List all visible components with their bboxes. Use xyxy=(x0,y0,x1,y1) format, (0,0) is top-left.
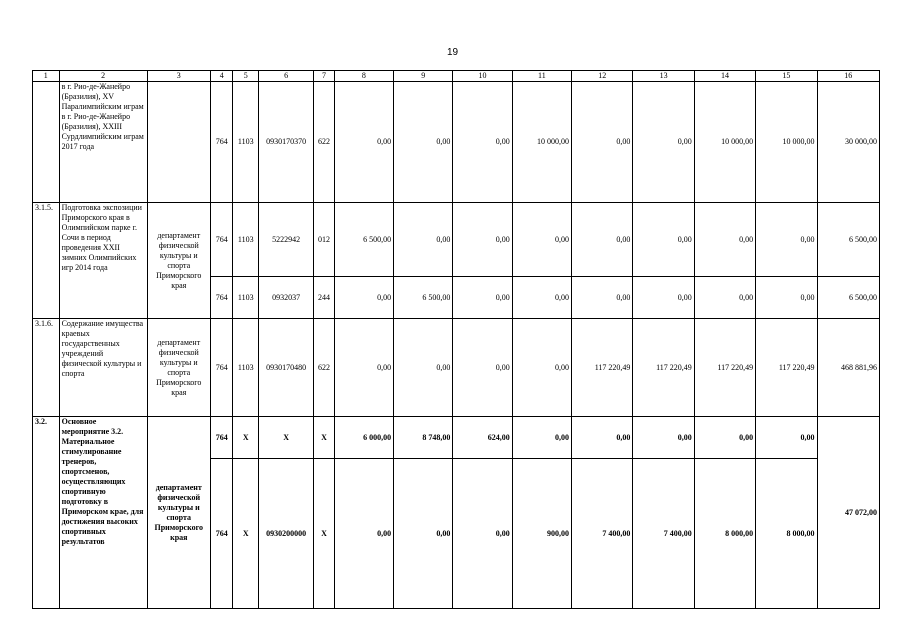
cell-value: 0,00 xyxy=(694,417,755,459)
cell-value: 0,00 xyxy=(334,277,393,319)
cell-value: 0,00 xyxy=(572,277,633,319)
cell-value: 0,00 xyxy=(633,82,694,203)
cell-section: 1103 xyxy=(233,319,259,417)
cell-type: 622 xyxy=(314,82,334,203)
event-name: Подготовка экспозиции Приморского края в Олимпийском парке г. Сочи в период проведения XXII зимних Олимпийских игр 2014 года xyxy=(59,203,147,319)
column-header: 1 xyxy=(33,71,60,82)
cell-value: 0,00 xyxy=(512,319,571,417)
executor: департамент физической культуры и спорта Приморского края xyxy=(147,417,210,609)
column-header: 10 xyxy=(453,71,512,82)
event-name: Содержание имущества краевых государственных учреждений физической культуры и спорта xyxy=(59,319,147,417)
cell-value: 10 000,00 xyxy=(694,82,755,203)
event-name: в г. Рио-де-Жанейро (Бразилия), XV Паралимпийским играм в г. Рио-де-Жанейро (Бразилия), XXIII Сурдлимпийским играм 2017 года xyxy=(59,82,147,203)
cell-value: 0,00 xyxy=(694,277,755,319)
header-row xyxy=(33,71,880,82)
cell-value: 0,00 xyxy=(756,203,817,277)
column-header: 14 xyxy=(694,71,755,82)
cell-section: 1103 xyxy=(233,277,259,319)
table-row xyxy=(33,417,880,459)
cell-value: 0,00 xyxy=(453,459,512,609)
cell-target: 0932037 xyxy=(259,277,314,319)
cell-value: 0,00 xyxy=(453,82,512,203)
cell-value: 0,00 xyxy=(334,82,393,203)
cell-grbs: 764 xyxy=(210,82,233,203)
cell-value: 8 000,00 xyxy=(694,459,755,609)
budget-table xyxy=(32,70,880,609)
event-name: Основное мероприятие 3.2. Материальное стимулирование тренеров, спортсменов, осуществляющих спортивную подготовку в Приморском крае, для достижения высоких спортивных результатов xyxy=(59,417,147,609)
cell-target: 0930200000 xyxy=(259,459,314,609)
column-header: 9 xyxy=(394,71,453,82)
cell-value: 0,00 xyxy=(572,203,633,277)
cell-value: 0,00 xyxy=(633,277,694,319)
cell-value: 0,00 xyxy=(334,319,393,417)
column-header: 5 xyxy=(233,71,259,82)
cell-section: 1103 xyxy=(233,203,259,277)
cell-value: 6 500,00 xyxy=(817,203,879,277)
column-header: 6 xyxy=(259,71,314,82)
cell-value: 468 881,96 xyxy=(817,319,879,417)
row-index: 3.1.5. xyxy=(33,203,60,319)
cell-value: 0,00 xyxy=(394,459,453,609)
cell-value: 6 000,00 xyxy=(334,417,393,459)
row-index: 3.2. xyxy=(33,417,60,609)
cell-value: 117 220,49 xyxy=(633,319,694,417)
cell-value: 8 748,00 xyxy=(394,417,453,459)
cell-grbs: 764 xyxy=(210,277,233,319)
cell-value: 900,00 xyxy=(512,459,571,609)
executor: департамент физической культуры и спорта Приморского края xyxy=(147,203,210,319)
cell-value: 0,00 xyxy=(394,319,453,417)
column-header: 2 xyxy=(59,71,147,82)
cell-target: 0930170480 xyxy=(259,319,314,417)
cell-type: X xyxy=(314,459,334,609)
page-number: 19 xyxy=(446,47,459,58)
cell-value: 10 000,00 xyxy=(756,82,817,203)
cell-total: 47 072,00 xyxy=(817,417,879,609)
cell-value: 0,00 xyxy=(453,319,512,417)
cell-value: 0,00 xyxy=(453,277,512,319)
cell-type: 622 xyxy=(314,319,334,417)
column-header: 7 xyxy=(314,71,334,82)
cell-grbs: 764 xyxy=(210,417,233,459)
cell-value: 0,00 xyxy=(512,203,571,277)
cell-value: 30 000,00 xyxy=(817,82,879,203)
cell-section: X xyxy=(233,459,259,609)
cell-value: 0,00 xyxy=(394,203,453,277)
row-index xyxy=(33,82,60,203)
cell-value: 0,00 xyxy=(512,417,571,459)
cell-section: 1103 xyxy=(233,82,259,203)
executor: департамент физической культуры и спорта Приморского края xyxy=(147,319,210,417)
cell-target: 0930170370 xyxy=(259,82,314,203)
cell-value: 6 500,00 xyxy=(394,277,453,319)
cell-value: 0,00 xyxy=(756,417,817,459)
cell-value: 7 400,00 xyxy=(633,459,694,609)
column-header: 3 xyxy=(147,71,210,82)
cell-grbs: 764 xyxy=(210,319,233,417)
cell-grbs: 764 xyxy=(210,203,233,277)
cell-value: 0,00 xyxy=(694,203,755,277)
executor xyxy=(147,82,210,203)
row-index: 3.1.6. xyxy=(33,319,60,417)
column-header: 8 xyxy=(334,71,393,82)
cell-section: X xyxy=(233,417,259,459)
table-row xyxy=(33,319,880,417)
cell-value: 0,00 xyxy=(572,417,633,459)
cell-grbs: 764 xyxy=(210,459,233,609)
column-header: 11 xyxy=(512,71,571,82)
column-header: 15 xyxy=(756,71,817,82)
cell-type: X xyxy=(314,417,334,459)
cell-value: 0,00 xyxy=(394,82,453,203)
cell-value: 0,00 xyxy=(453,203,512,277)
cell-value: 6 500,00 xyxy=(334,203,393,277)
cell-value: 117 220,49 xyxy=(694,319,755,417)
column-header: 16 xyxy=(817,71,879,82)
column-header: 13 xyxy=(633,71,694,82)
cell-value: 8 000,00 xyxy=(756,459,817,609)
cell-value: 10 000,00 xyxy=(512,82,571,203)
cell-value: 0,00 xyxy=(334,459,393,609)
cell-type: 244 xyxy=(314,277,334,319)
cell-target: 5222942 xyxy=(259,203,314,277)
cell-type: 012 xyxy=(314,203,334,277)
cell-value: 0,00 xyxy=(633,203,694,277)
table-row xyxy=(33,82,880,203)
column-header: 12 xyxy=(572,71,633,82)
table-row xyxy=(33,203,880,277)
cell-value: 6 500,00 xyxy=(817,277,879,319)
column-header: 4 xyxy=(210,71,233,82)
cell-value: 117 220,49 xyxy=(756,319,817,417)
cell-value: 117 220,49 xyxy=(572,319,633,417)
cell-value: 624,00 xyxy=(453,417,512,459)
cell-value: 0,00 xyxy=(756,277,817,319)
cell-value: 0,00 xyxy=(633,417,694,459)
cell-value: 0,00 xyxy=(572,82,633,203)
cell-value: 0,00 xyxy=(512,277,571,319)
cell-value: 7 400,00 xyxy=(572,459,633,609)
cell-target: X xyxy=(259,417,314,459)
